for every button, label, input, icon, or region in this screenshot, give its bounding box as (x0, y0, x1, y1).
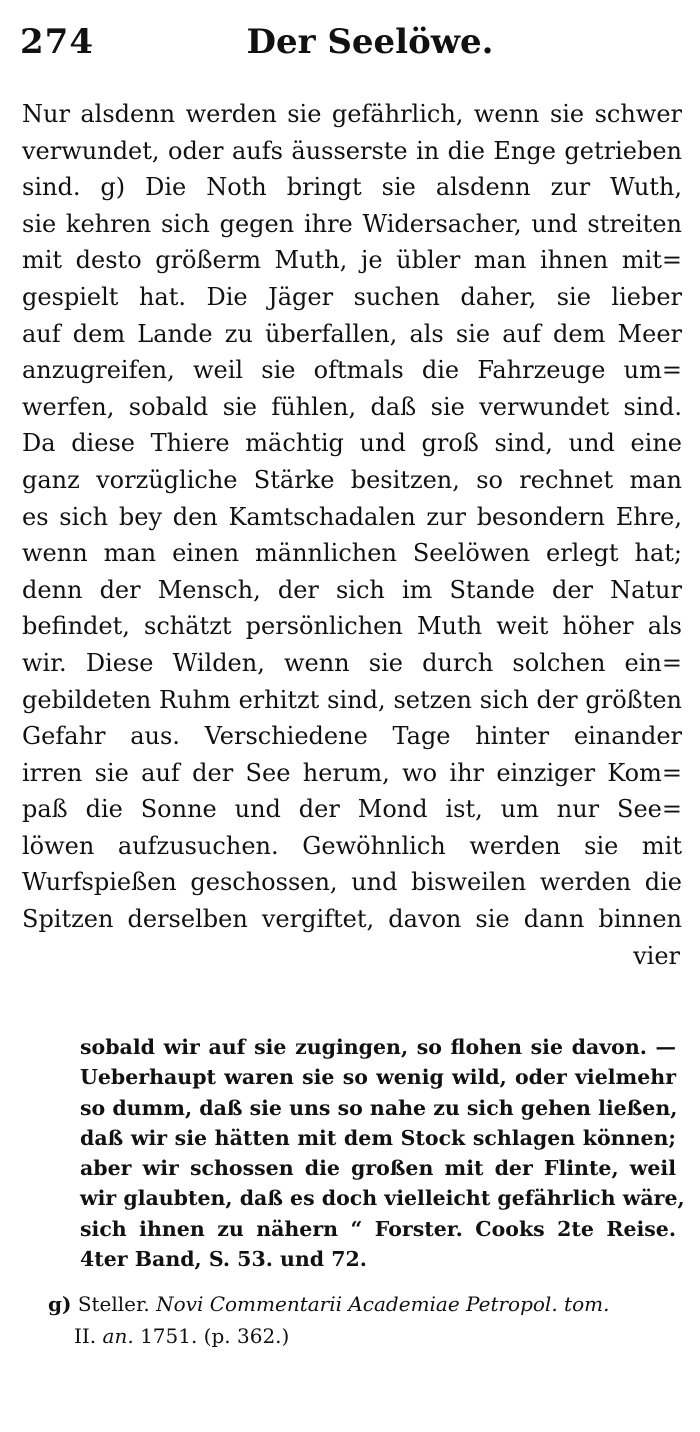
catchword: vier (633, 941, 680, 970)
quoted-note (80, 1032, 685, 1274)
footnote-year-page: 1751. (p. 362.) (140, 1324, 290, 1348)
page-number: 274 (20, 22, 94, 62)
text-line: löwen aufzusuchen. Gewöhnlich werden sie mit (22, 831, 682, 860)
text-line: auf dem Lande zu überfallen, als sie auf dem Meer (22, 319, 682, 348)
text-line: sind. g) Die Noth bringt sie alsdenn zur Wuth, (22, 173, 682, 202)
text-line: irren sie auf der See herum, wo ihr einziger Kom= (22, 758, 682, 787)
text-line: es sich bey den Kamtschadalen zur besondern Ehre, (22, 502, 682, 531)
text-line: Spitzen derselben vergiftet, davon sie dann binnen (22, 905, 682, 934)
text-line: Gefahr aus. Verschiedene Tage hinter einander (22, 722, 682, 751)
text-line: befindet, schätzt persönlichen Muth weit höher als (22, 612, 682, 641)
text-line: werfen, sobald sie fühlen, daß sie verwundet sind. (22, 392, 682, 421)
footnote-line-2 (48, 1320, 678, 1352)
main-text (22, 96, 682, 974)
page-header (14, 14, 686, 64)
text-line: gespielt hat. Die Jäger suchen daher, sie lieber (22, 282, 682, 311)
footnote-line-1 (48, 1288, 678, 1320)
text-line: sie kehren sich gegen ihre Widersacher, und streiten (22, 209, 682, 238)
text-line: Wurfspießen geschossen, und bisweilen werden die (22, 868, 682, 897)
quote-line: 4ter Band, S. 53. und 72. (80, 1247, 367, 1272)
quote-line: sobald wir auf sie zugingen, so flohen sie davon. — (80, 1035, 676, 1059)
text-line: paß die Sonne und der Mond ist, um nur See= (22, 795, 682, 824)
footnote-work: Novi Commentarii Academiae Petropol. tom. (156, 1292, 610, 1316)
quote-line: daß wir sie hätten mit dem Stock schlagen können; (80, 1125, 676, 1150)
footnote-author: Steller. (77, 1292, 150, 1316)
text-line: wir. Diese Wilden, wenn sie durch solchen ein= (22, 648, 682, 677)
text-line: anzugreifen, weil sie oftmals die Fahrzeuge um= (22, 356, 682, 385)
text-line: gebildeten Ruhm erhitzt sind, setzen sich der größten (22, 685, 682, 714)
quote-line: sich ihnen zu nähern “ Forster. Cooks 2te Reise. (80, 1216, 676, 1241)
running-head: Der Seelöwe. (246, 22, 494, 62)
text-line: verwundet, oder aufs äusserste in die Enge getrieben (22, 136, 682, 165)
text-line: ganz vorzügliche Stärke besitzen, so rechnet man (22, 465, 682, 494)
quote-line: aber wir schossen die großen mit der Flinte, weil (80, 1156, 676, 1181)
quote-line: wir glaubten, daß es doch vielleicht gefährlich wäre, (80, 1186, 685, 1211)
footnote-volume: II. (74, 1324, 97, 1348)
quote-line: Ueberhaupt waren sie so wenig wild, oder vielmehr (80, 1065, 676, 1090)
text-line: denn der Mensch, der sich im Stande der Natur (22, 575, 682, 604)
text-line: wenn man einen männlichen Seelöwen erlegt hat; (22, 539, 682, 568)
footnote-year-label: an. (102, 1324, 134, 1348)
quote-line: so dumm, daß sie uns so nahe zu sich gehen ließen, (80, 1095, 678, 1120)
footnote (48, 1288, 678, 1352)
text-line: Da diese Thiere mächtig und groß sind, und eine (22, 429, 682, 458)
footnote-mark: g) (48, 1292, 72, 1316)
text-line: Nur alsdenn werden sie gefährlich, wenn sie schwer (22, 100, 682, 128)
text-line: mit desto größerm Muth, je übler man ihnen mit= (22, 246, 682, 275)
